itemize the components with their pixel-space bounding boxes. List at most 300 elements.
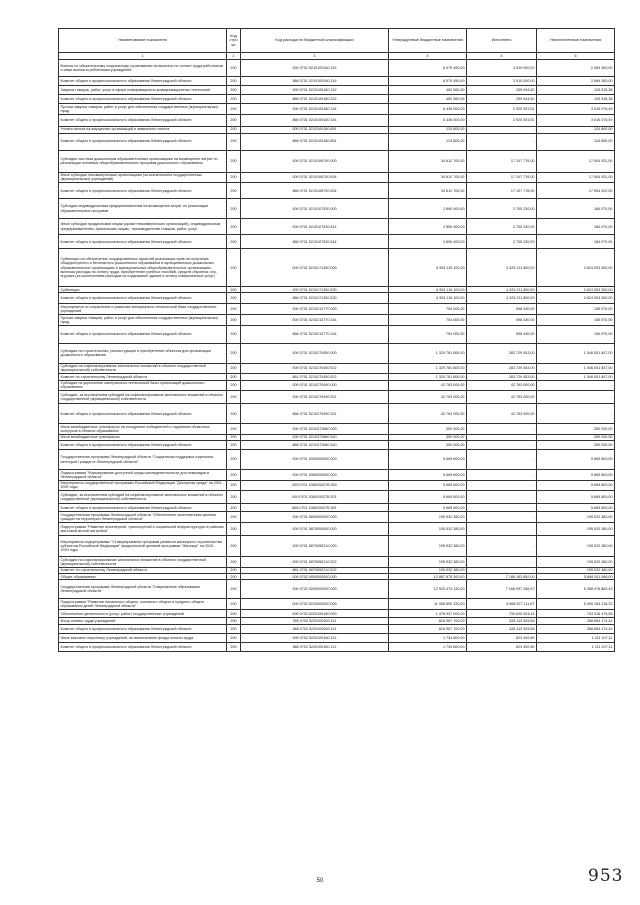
table-row [59, 183, 615, 199]
row-code-cell: 000 0701 5210270490 000 [241, 380, 389, 391]
row-name-cell: Субсидии на софинансирование капитальных вложений в объекты государственной (муниципальной) собственности [59, 557, 227, 568]
row-line-cell: 200 [227, 557, 241, 568]
row-approved-cell: 42 763 000,00 [389, 380, 467, 391]
row-remaining-cell: 17 504 922,00 [537, 183, 615, 199]
row-line-cell: 200 [227, 574, 241, 580]
row-approved-cell: 6 579 450,00 [389, 77, 467, 86]
row-code-cell: 000 0702 5220000000 000 [241, 599, 389, 610]
row-line-cell: 200 [227, 618, 241, 624]
table-row [59, 441, 615, 450]
row-name-cell: Комитет общего и профессионального образования Ленинградской области [59, 441, 227, 450]
row-code-cell: 861 0701 5870950210 522 [241, 567, 389, 573]
row-executed-cell: 42 763 000,00 [467, 404, 537, 424]
page-number: 50 [316, 878, 324, 884]
row-executed-cell: 6 866 677 111,67 [467, 599, 537, 610]
row-code-cell: 000 0701 536015027В 000 [241, 480, 389, 491]
row-approved-cell: 6 579 450,00 [389, 60, 467, 77]
row-executed-cell: 17 107 778,00 [467, 150, 537, 172]
row-remaining-cell: 743 316 475,56 [537, 610, 615, 618]
row-code-cell: 000 0701 5210100160 119 [241, 60, 389, 77]
row-executed-cell: 428 113 525,56 [467, 618, 537, 624]
row-name-cell: Комитет общего и профессионального образования Ленинградской области [59, 95, 227, 104]
table-body [59, 60, 615, 652]
row-remaining-cell: 2 669 450,00 [537, 77, 615, 86]
row-approved-cell: 6 436 000,00 [389, 114, 467, 126]
row-executed-cell: 2 705 330,00 [467, 235, 537, 249]
row-line-cell: 200 [227, 249, 241, 287]
row-code-cell: 000 0701 5870000000 000 [241, 523, 389, 536]
row-executed-cell: 4 329 211 800,00 [467, 287, 537, 293]
row-remaining-cell: 5 669 600,00 [537, 450, 615, 470]
row-remaining-cell: 5 669 600,00 [537, 504, 615, 512]
row-code-cell: 000 0701 5210372680 540 [241, 434, 389, 440]
table-row [59, 150, 615, 172]
row-approved-cell: 1 329 781 800,00 [389, 374, 467, 380]
table-row [59, 450, 615, 470]
row-remaining-cell: 195 532 380,00 [537, 567, 615, 573]
table-row [59, 536, 615, 557]
row-approved-cell: 124 800,00 [389, 126, 467, 133]
index-cell: 1 [59, 53, 227, 60]
row-name-cell: Комитет по строительству Ленинградской области [59, 374, 227, 380]
row-approved-cell: 1 329 781 800,00 [389, 343, 467, 363]
row-code-cell: 000 0701 536015027В 521 [241, 491, 389, 504]
row-executed-cell: - [467, 512, 537, 523]
row-line-cell: 200 [227, 536, 241, 557]
row-executed-cell: 4 329 211 800,00 [467, 293, 537, 304]
row-executed-cell: 7 186 163 852,00 [467, 574, 537, 580]
table-row [59, 580, 615, 599]
row-code-cell: 000 0701 5800000000 000 [241, 512, 389, 523]
row-approved-cell: 350 000,00 [389, 434, 467, 440]
row-executed-cell: - [467, 557, 537, 568]
row-remaining-cell: 5 669 600,00 [537, 491, 615, 504]
row-approved-cell: 452 560,00 [389, 95, 467, 104]
row-remaining-cell: 388 854 174,44 [537, 618, 615, 624]
row-approved-cell: 42 763 000,00 [389, 391, 467, 404]
row-name-cell: Комитет общего и профессионального образования Ленинградской области [59, 642, 227, 651]
table-row [59, 404, 615, 424]
row-remaining-cell: 5 668 511 088,00 [537, 574, 615, 580]
table-row [59, 424, 615, 435]
row-executed-cell: 283 729 453,00 [467, 363, 537, 374]
row-remaining-cell: 3 515 076,49 [537, 104, 615, 115]
row-executed-cell: 2 920 923,51 [467, 114, 537, 126]
table-header-row [59, 29, 615, 53]
row-code-cell: 000 0701 5210171350 530 [241, 287, 389, 293]
row-code-cell: 866 0701 5210100160 851 [241, 133, 389, 150]
row-remaining-cell: 195 532 380,00 [537, 512, 615, 523]
table-row [59, 343, 615, 363]
row-executed-cell: 42 763 000,00 [467, 380, 537, 391]
row-code-cell: 000 0702 5220100160 000 [241, 610, 389, 618]
header-line: Код стро ки [227, 29, 241, 53]
row-line-cell: 200 [227, 150, 241, 172]
row-executed-cell: 7 166 997 266,57 [467, 580, 537, 599]
row-remaining-cell: 1 111 107,11 [537, 642, 615, 651]
row-remaining-cell: - [537, 380, 615, 391]
row-remaining-cell: - [537, 404, 615, 424]
row-approved-cell: 195 532 380,00 [389, 557, 467, 568]
row-executed-cell: - [467, 491, 537, 504]
row-line-cell: 200 [227, 172, 241, 183]
row-name-cell: Обеспечение деятельности (услуг, работ) государственных учреждений [59, 610, 227, 618]
row-executed-cell: 2 705 330,00 [467, 219, 537, 235]
row-line-cell: 200 [227, 567, 241, 573]
row-name-cell: Комитет по строительству Ленинградской области [59, 567, 227, 573]
row-executed-cell: - [467, 480, 537, 491]
index-cell: 5 [467, 53, 537, 60]
row-remaining-cell: 124 800,00 [537, 126, 615, 133]
table-row [59, 325, 615, 343]
row-executed-cell: 2 705 330,00 [467, 199, 537, 219]
row-line-cell: 200 [227, 133, 241, 150]
row-name-cell: Прочая закупка товаров, работ и услуг для обеспечения государственных (муниципальных) нужд [59, 315, 227, 326]
row-line-cell: 200 [227, 504, 241, 512]
row-approved-cell: 2 890 400,00 [389, 219, 467, 235]
row-code-cell: 000 0701 5210171350 000 [241, 249, 389, 287]
row-code-cell: 000 0701 5360000000 000 [241, 470, 389, 481]
row-remaining-cell: 184 070,00 [537, 235, 615, 249]
row-line-cell: 200 [227, 523, 241, 536]
row-code-cell: 000 0701 5210372680 000 [241, 424, 389, 435]
row-name-cell: Иные субсидии юридическим лицам (кроме некоммерческих организаций), индивидуальным предпринимателям, физическим лицам - производителям товаров, работ, услуг [59, 219, 227, 235]
row-name-cell: Иные субсидии некоммерческим организациям (за исключением государственных (муниципальных) учреждений) [59, 172, 227, 183]
row-code-cell: 000 0701 5210213770 244 [241, 315, 389, 326]
row-executed-cell: - [467, 567, 537, 573]
row-executed-cell: - [467, 441, 537, 450]
row-remaining-cell: 184 070,00 [537, 219, 615, 235]
row-executed-cell: - [467, 434, 537, 440]
row-name-cell: Комитет общего и профессионального образования Ленинградской области [59, 325, 227, 343]
row-executed-cell: 598 430,00 [467, 315, 537, 326]
row-code-cell: 866 0701 5210106700 634 [241, 183, 389, 199]
row-name-cell: Субвенции [59, 287, 227, 293]
row-name-cell: Иные межбюджетные трансферты [59, 434, 227, 440]
row-remaining-cell: 350 000,00 [537, 424, 615, 435]
row-name-cell: Государственная программа Ленинградской области "Современное образование Ленинградской области" [59, 580, 227, 599]
row-code-cell: 000 0701 5300000000 000 [241, 450, 389, 470]
header-remaining: Неисполненные назначения [537, 29, 615, 53]
row-name-cell: Субсидии индивидуальным предпринимателям на возмещение затрат по реализации образовательных программ [59, 199, 227, 219]
row-remaining-cell: - [537, 391, 615, 404]
row-approved-cell: 5 669 600,00 [389, 480, 467, 491]
row-remaining-cell: 155 570,00 [537, 325, 615, 343]
table-row [59, 624, 615, 633]
row-approved-cell: 124 800,00 [389, 133, 467, 150]
row-code-cell: 866 0701 5210100160 244 [241, 114, 389, 126]
row-remaining-cell: 5 358 476 863,43 [537, 580, 615, 599]
row-code-cell: 866 0701 5210100160 242 [241, 95, 389, 104]
row-executed-cell: - [467, 424, 537, 435]
row-name-cell: Общее образование [59, 574, 227, 580]
row-code-cell: 866 0701 5210270490 521 [241, 404, 389, 424]
row-remaining-cell: 124 800,00 [537, 133, 615, 150]
row-name-cell: Комитет общего и профессионального образования Ленинградской области [59, 504, 227, 512]
row-code-cell: 000 0701 5210270450 522 [241, 363, 389, 374]
row-approved-cell: 12 867 675 300,00 [389, 574, 467, 580]
row-approved-cell: 816 967 700,00 [389, 624, 467, 633]
row-name-cell: Мероприятия государственной программы Российской Федерации "Доступная среда" на 2011 - 2020 годы [59, 480, 227, 491]
row-line-cell: 200 [227, 293, 241, 304]
row-code-cell: 000 0701 5210270490 521 [241, 391, 389, 404]
row-remaining-cell: 155 570,00 [537, 304, 615, 315]
row-code-cell: 000 0701 5210100160 851 [241, 126, 389, 133]
row-approved-cell: 42 763 000,00 [389, 404, 467, 424]
row-executed-cell: 2 920 923,51 [467, 104, 537, 115]
row-remaining-cell: 1 046 051 847,00 [537, 374, 615, 380]
row-remaining-cell: 195 532 380,00 [537, 536, 615, 557]
table-row [59, 523, 615, 536]
row-code-cell: 866 0701 5210213770 244 [241, 325, 389, 343]
row-name-cell: Комитет общего и профессионального образования Ленинградской области [59, 183, 227, 199]
table-row [59, 610, 615, 618]
index-cell: 3 [241, 53, 389, 60]
table-row [59, 77, 615, 86]
row-approved-cell: 452 560,00 [389, 86, 467, 95]
row-remaining-cell: 155 570,00 [537, 315, 615, 326]
row-name-cell: Мероприятия подпрограммы "Стимулирование программ развития жилищного строительства субъектов Российской Федерации" федеральной целевой программы "Жилище" на 2015 - 2020 годы [59, 536, 227, 557]
row-name-cell: Комитет общего и профессионального образования Ленинградской области [59, 114, 227, 126]
row-approved-cell: 2 890 400,00 [389, 235, 467, 249]
row-approved-cell: 11 956 890 330,00 [389, 599, 467, 610]
table-row [59, 391, 615, 404]
row-line-cell: 200 [227, 199, 241, 219]
budget-table [58, 28, 615, 652]
row-line-cell: 200 [227, 343, 241, 363]
row-executed-cell: 42 763 000,00 [467, 391, 537, 404]
row-name-cell: Уплата налога на имущество организаций и земельного налога [59, 126, 227, 133]
row-line-cell: 200 [227, 235, 241, 249]
row-approved-cell: 754 000,00 [389, 325, 467, 343]
row-line-cell: 200 [227, 491, 241, 504]
row-code-cell: 866 0702 5220100160 112 [241, 642, 389, 651]
table-row [59, 304, 615, 315]
row-line-cell: 200 [227, 441, 241, 450]
row-code-cell: 000 0701 5210270450 000 [241, 343, 389, 363]
row-approved-cell: 6 954 115 100,00 [389, 287, 467, 293]
row-name-cell: Комитет общего и профессионального образования Ленинградской области [59, 77, 227, 86]
row-line-cell: 200 [227, 114, 241, 126]
row-line-cell: 200 [227, 183, 241, 199]
row-name-cell: Субсидии, за исключением субсидий на софинансирование капитальных вложений в объекты государственной (муниципальной) собственности [59, 491, 227, 504]
row-line-cell: 200 [227, 470, 241, 481]
row-executed-cell: 4 329 211 800,00 [467, 249, 537, 287]
row-approved-cell: 754 000,00 [389, 315, 467, 326]
row-remaining-cell: 184 070,00 [537, 199, 615, 219]
row-name-cell: Закупка товаров, работ, услуг в сфере информационно-коммуникационных технологий [59, 86, 227, 95]
row-approved-cell: 34 612 700,00 [389, 183, 467, 199]
row-line-cell: 200 [227, 126, 241, 133]
row-line-cell: 200 [227, 219, 241, 235]
header-executed: Исполнено [467, 29, 537, 53]
row-name-cell: Иные выплаты персоналу учреждений, за исключением фонда оплаты труда [59, 633, 227, 642]
row-code-cell: 000 0701 5210100160 244 [241, 104, 389, 115]
row-remaining-cell: 5 090 183 218,33 [537, 599, 615, 610]
row-code-cell: 000 0701 5870950210 000 [241, 536, 389, 557]
row-name-cell: Субсидии на строительство, реконструкцию и приобретение объектов для организации дошкольного образования [59, 343, 227, 363]
row-executed-cell: 17 107 778,00 [467, 183, 537, 199]
row-code-cell: 000 0701 5870950210 522 [241, 557, 389, 568]
row-remaining-cell: 1 111 107,11 [537, 633, 615, 642]
row-remaining-cell: 3 515 076,49 [537, 114, 615, 126]
row-approved-cell: 12 525 474 130,00 [389, 580, 467, 599]
row-remaining-cell: 5 669 600,00 [537, 470, 615, 481]
row-approved-cell: 816 967 700,00 [389, 618, 467, 624]
row-name-cell: Государственная программа Ленинградской области "Социальная поддержка отдельных категорий граждан в Ленинградской области" [59, 450, 227, 470]
row-executed-cell: - [467, 504, 537, 512]
row-remaining-cell: 17 504 922,00 [537, 150, 615, 172]
row-line-cell: 200 [227, 391, 241, 404]
table-row [59, 642, 615, 651]
table-row [59, 199, 615, 219]
row-code-cell: 000 0702 0000000000 000 [241, 574, 389, 580]
table-row [59, 512, 615, 523]
page-stamp-number: 953 [588, 866, 624, 886]
row-approved-cell: 6 954 115 100,00 [389, 293, 467, 304]
table-row [59, 599, 615, 610]
row-name-cell: Мероприятия по сохранению и развитию материально-технической базы государственных учреждений [59, 304, 227, 315]
row-name-cell: Взносы по обязательному социальному страхованию на выплаты по оплате труда работников и иные выплаты работникам учреждений [59, 60, 227, 77]
row-approved-cell: 1 734 600,00 [389, 633, 467, 642]
row-line-cell: 200 [227, 77, 241, 86]
row-name-cell: Иные межбюджетные трансферты на поощрение победителей и лауреатов областных конкурсов в области образования [59, 424, 227, 435]
row-approved-cell: 195 532 380,00 [389, 512, 467, 523]
row-remaining-cell: 350 000,00 [537, 434, 615, 440]
table-row [59, 293, 615, 304]
row-line-cell: 200 [227, 450, 241, 470]
table-row [59, 219, 615, 235]
row-name-cell: Подпрограмма "Развитие инженерной, транспортной и социальной инфраструктуры в районах массовой жилой застройки" [59, 523, 227, 536]
table-row [59, 249, 615, 287]
row-name-cell: Подпрограмма "Развитие начального общего, основного общего и среднего общего образования детей Ленинградской области" [59, 599, 227, 610]
row-code-cell: 866 0701 5210171350 530 [241, 293, 389, 304]
row-code-cell: 000 0701 5210100160 242 [241, 86, 389, 95]
row-code-cell: 861 0701 5210270450 522 [241, 374, 389, 380]
table-row [59, 235, 615, 249]
row-approved-cell: 6 436 000,00 [389, 104, 467, 115]
row-line-cell: 200 [227, 434, 241, 440]
row-code-cell: 000 0701 5210106700 634 [241, 172, 389, 183]
row-executed-cell: - [467, 536, 537, 557]
table-row [59, 380, 615, 391]
row-remaining-cell: 195 532 380,00 [537, 557, 615, 568]
header-code: Код расхода по бюджетной классификации [241, 29, 389, 53]
index-cell: 6 [537, 53, 615, 60]
row-code-cell: 866 0701 5210107530 814 [241, 235, 389, 249]
row-remaining-cell: 2 624 903 300,00 [537, 287, 615, 293]
row-code-cell: 000 0701 5210106700 000 [241, 150, 389, 172]
row-code-cell: 000 0701 5210213770 000 [241, 304, 389, 315]
row-approved-cell: 34 612 700,00 [389, 172, 467, 183]
table-row [59, 104, 615, 115]
row-line-cell: 200 [227, 610, 241, 618]
row-name-cell: Подпрограмма "Формирование доступной среды жизнедеятельности для инвалидов в Ленинградской области" [59, 470, 227, 481]
row-executed-cell: - [467, 450, 537, 470]
row-line-cell: 200 [227, 60, 241, 77]
row-executed-cell: 283 729 453,00 [467, 374, 537, 380]
table-row [59, 633, 615, 642]
row-line-cell: 200 [227, 304, 241, 315]
row-approved-cell: 5 669 600,00 [389, 504, 467, 512]
row-approved-cell: 195 532 380,00 [389, 523, 467, 536]
row-executed-cell: - [467, 126, 537, 133]
row-approved-cell: 754 000,00 [389, 304, 467, 315]
row-executed-cell: 598 430,00 [467, 325, 537, 343]
row-approved-cell: 350 000,00 [389, 424, 467, 435]
row-code-cell: 866 0701 5210100160 119 [241, 77, 389, 86]
row-name-cell: Комитет общего и профессионального образования Ленинградской области [59, 133, 227, 150]
header-name: Наименование показателя [59, 29, 227, 53]
row-executed-cell: 598 430,00 [467, 304, 537, 315]
row-code-cell: 000 0702 5220100160 111 [241, 618, 389, 624]
row-line-cell: 200 [227, 404, 241, 424]
row-executed-cell: 259 044,62 [467, 86, 537, 95]
row-executed-cell: - [467, 133, 537, 150]
row-name-cell: Субсидии, за исключением субсидий на софинансирование капитальных вложений в объекты государственной (муниципальной) собственности [59, 391, 227, 404]
row-name-cell: Комитет общего и профессионального образования Ленинградской области [59, 404, 227, 424]
row-remaining-cell: 193 515,38 [537, 95, 615, 104]
row-name-cell: Комитет общего и профессионального образования Ленинградской области [59, 624, 227, 633]
row-name-cell: Комитет общего и профессионального образования Ленинградской области [59, 235, 227, 249]
row-executed-cell: 428 113 525,56 [467, 624, 537, 633]
row-executed-cell: 730 620 524,44 [467, 610, 537, 618]
row-executed-cell: 259 044,62 [467, 95, 537, 104]
row-code-cell: 000 0702 5200000000 000 [241, 580, 389, 599]
table-row [59, 133, 615, 150]
row-approved-cell: 195 532 380,00 [389, 567, 467, 573]
table-row [59, 95, 615, 104]
row-executed-cell: - [467, 523, 537, 536]
row-line-cell: 200 [227, 380, 241, 391]
row-executed-cell: 283 729 453,00 [467, 343, 537, 363]
row-approved-cell: 6 954 115 100,00 [389, 249, 467, 287]
row-remaining-cell: 195 532 380,00 [537, 523, 615, 536]
table-row [59, 126, 615, 133]
row-executed-cell: 17 107 778,00 [467, 172, 537, 183]
table-row [59, 315, 615, 326]
row-approved-cell: 350 000,00 [389, 441, 467, 450]
table-row [59, 480, 615, 491]
table-row [59, 504, 615, 512]
row-name-cell: Прочая закупка товаров, работ и услуг для обеспечения государственных (муниципальных) нужд [59, 104, 227, 115]
row-approved-cell: 1 734 600,00 [389, 642, 467, 651]
row-remaining-cell: 350 000,00 [537, 441, 615, 450]
header-approved: Утвержденные бюджетные назначения [389, 29, 467, 53]
column-index-row [59, 53, 615, 60]
row-line-cell: 200 [227, 315, 241, 326]
row-approved-cell: 5 669 600,00 [389, 491, 467, 504]
table-row [59, 172, 615, 183]
table-row [59, 86, 615, 95]
row-approved-cell: 1 476 937 000,00 [389, 610, 467, 618]
row-name-cell: Субсидии частным дошкольным образовательным организациям на возмещение затрат по реализации основных общеобразовательных программ дошкольного образования [59, 150, 227, 172]
row-line-cell: 200 [227, 325, 241, 343]
row-name-cell: Фонд оплаты труда учреждений [59, 618, 227, 624]
row-executed-cell: - [467, 470, 537, 481]
row-code-cell: 866 0702 5220100160 111 [241, 624, 389, 633]
row-code-cell: 000 0701 5210107530 814 [241, 219, 389, 235]
row-executed-cell: 623 492,89 [467, 642, 537, 651]
row-line-cell: 200 [227, 624, 241, 633]
row-line-cell: 200 [227, 374, 241, 380]
row-code-cell: 000 0701 5210107530 000 [241, 199, 389, 219]
row-remaining-cell: 2 624 903 300,00 [537, 249, 615, 287]
row-code-cell: 866 0701 536015027В 521 [241, 504, 389, 512]
table-row [59, 60, 615, 77]
row-executed-cell: 3 910 000,00 [467, 60, 537, 77]
row-executed-cell: 623 492,89 [467, 633, 537, 642]
